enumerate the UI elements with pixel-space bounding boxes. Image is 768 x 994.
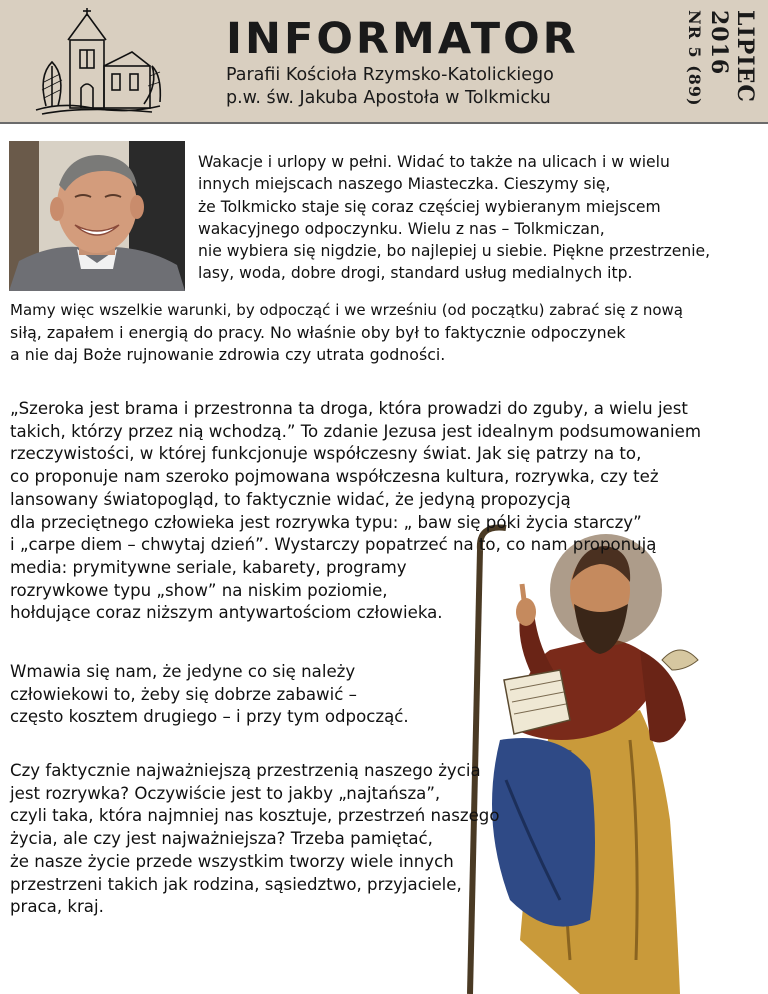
intro-line: wakacyjnego odpoczynku. Wielu z nas – Tolkmiczan, xyxy=(198,219,605,238)
intro-line: że Tolkmicko staje się coraz częściej wybieranym miejscem xyxy=(198,197,661,216)
paragraph-line: siłą, zapałem i energią do pracy. No właśnie oby był to faktycznie odpoczynek xyxy=(10,322,626,342)
paragraph-line: praca, kraj. xyxy=(10,897,104,917)
intro-line: Wakacje i urlopy w pełni. Widać to także na ulicach i w wielu xyxy=(198,153,670,171)
issue-year: 2016 xyxy=(706,10,732,76)
paragraph-line: Czy faktycznie najważniejszą przestrzenią naszego życia xyxy=(10,761,481,780)
parish-subtitle xyxy=(226,64,554,110)
paragraph-line: życia, ale czy jest najważniejsza? Trzeba pamiętać, xyxy=(10,829,433,849)
intro-line: lasy, woda, dobre drogi, standard usług medialnych itp. xyxy=(198,264,633,283)
paragraph-line: lansowany światopogląd, to faktycznie widać, że jedyną propozycją xyxy=(10,489,571,509)
intro-paragraph xyxy=(198,151,710,285)
masthead xyxy=(0,0,768,124)
paragraph-line: Mamy więc wszelkie warunki, by odpocząć i we wrześniu (od początku) zabrać się z nową xyxy=(10,301,683,319)
newsletter-title: INFORMATOR xyxy=(226,14,579,64)
paragraph-line: jest rozrywka? Oczywiście jest to jakby „najtańsza”, xyxy=(10,783,441,803)
paragraph-line: rzeczywistości, w której funkcjonuje współczesny świat. Jak się patrzy na to, xyxy=(10,444,642,464)
paragraph-line: dla przeciętnego człowieka jest rozrywka typu: „ baw się póki życia starczy” xyxy=(10,512,642,532)
paragraph-line: że nasze życie przede wszystkim tworzy wiele innych xyxy=(10,851,454,871)
intro-line: innych miejscach naszego Miasteczka. Cieszymy się, xyxy=(198,175,611,194)
paragraph-1 xyxy=(10,299,683,367)
paragraph-line: i „carpe diem – chwytaj dzień”. Wystarczy popatrzeć na to, co nam proponują xyxy=(10,535,657,555)
paragraph-4 xyxy=(10,760,500,919)
paragraph-line: takich, którzy przez nią wchodzą.” To zdanie Jezusa jest idealnym podsumowaniem xyxy=(10,421,702,441)
priest-photo xyxy=(9,141,185,291)
intro-line: nie wybiera się nigdzie, bo najlepiej u siebie. Piękne przestrzenie, xyxy=(198,242,711,261)
subtitle-line-2: p.w. św. Jakuba Apostoła w Tolkmicku xyxy=(226,88,551,108)
paragraph-3 xyxy=(10,661,409,729)
paragraph-line: często kosztem drugiego – i przy tym odpocząć. xyxy=(10,707,409,727)
church-drawing-icon xyxy=(32,6,164,118)
paragraph-line: czyli taka, która najmniej nas kosztuje, przestrzeń naszego xyxy=(10,806,500,826)
paragraph-line: media: prymitywne seriale, kabarety, programy xyxy=(10,557,407,577)
paragraph-line: hołdujące coraz niższym antywartościom człowieka. xyxy=(10,603,443,623)
paragraph-line: rozrywkowe typu „show” na niskim poziomie, xyxy=(10,580,388,600)
paragraph-line: co proponuje nam szeroko pojmowana współczesna kultura, rozrywka, czy też xyxy=(10,467,659,487)
subtitle-line-1: Parafii Kościoła Rzymsko-Katolickiego xyxy=(226,65,554,85)
paragraph-line: Wmawia się nam, że jedyne co się należy xyxy=(10,662,356,681)
paragraph-line: przestrzeni takich jak rodzina, sąsiedztwo, przyjaciele, xyxy=(10,874,462,894)
paragraph-2 xyxy=(10,398,701,625)
issue-info xyxy=(676,10,760,116)
issue-number: NR 5 (89) xyxy=(685,10,704,107)
paragraph-line: a nie daj Boże rujnowanie zdrowia czy utrata godności. xyxy=(10,345,446,365)
paragraph-line: „Szeroka jest brama i przestronna ta droga, która prowadzi do zguby, a wielu jest xyxy=(10,399,688,418)
paragraph-line: człowiekowi to, żeby się dobrze zabawić – xyxy=(10,684,357,704)
issue-month: LIPIEC xyxy=(732,10,758,103)
